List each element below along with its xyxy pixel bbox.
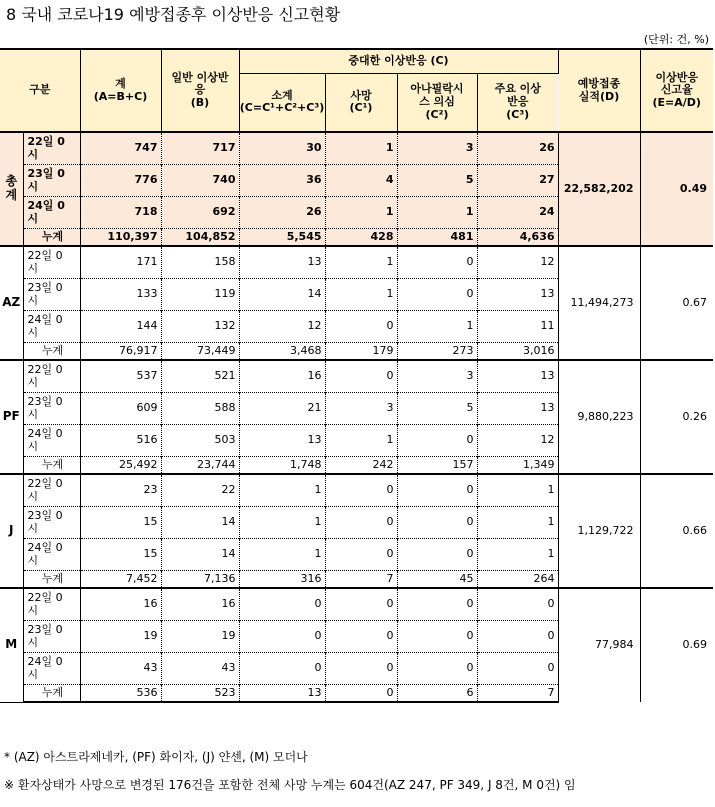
cell-value: 0	[325, 588, 397, 621]
header-category: 구분	[0, 49, 80, 132]
cell-value: 523	[161, 685, 239, 703]
cell-value: 717	[161, 132, 239, 165]
cell-value: 7,136	[161, 571, 239, 589]
row-label: 22일 0 시	[23, 360, 80, 393]
cell-value: 1	[325, 246, 397, 279]
footnote-vaccine-abbreviations: * (AZ) 아스트라제네카, (PF) 화이자, (J) 얀센, (M) 모더나	[4, 750, 308, 764]
cell-value: 747	[80, 132, 161, 165]
header-general: 일반 이상반 응 (B)	[161, 49, 239, 132]
cell-value: 588	[161, 393, 239, 425]
cell-value: 0	[239, 588, 325, 621]
cell-value: 1,349	[477, 457, 558, 475]
cell-value: 16	[161, 588, 239, 621]
row-label: 24일 0 시	[23, 311, 80, 343]
cell-value: 0	[397, 246, 477, 279]
cell-value: 3,468	[239, 343, 325, 361]
cell-value: 43	[80, 653, 161, 685]
table-row	[0, 474, 713, 507]
cell-value: 43	[161, 653, 239, 685]
cell-value: 104,852	[161, 229, 239, 247]
cell-value: 14	[161, 507, 239, 539]
row-label: 누계	[23, 229, 80, 247]
cell-value: 3,016	[477, 343, 558, 361]
cell-value: 0	[325, 539, 397, 571]
cell-value: 0	[397, 425, 477, 457]
cell-value: 171	[80, 246, 161, 279]
cell-value: 0	[239, 621, 325, 653]
cell-value: 25,492	[80, 457, 161, 475]
cell-value: 0	[397, 279, 477, 311]
cell-value: 3	[325, 393, 397, 425]
cell-value: 0	[397, 507, 477, 539]
header-total: 계 (A=B+C)	[80, 49, 161, 132]
unit-label: (단위: 건, %)	[643, 33, 709, 46]
page-title: 8 국내 코로나19 예방접종후 이상반응 신고현황	[6, 5, 341, 24]
header-rate: 이상반응 신고율 (E=A/D)	[640, 49, 713, 132]
cell-value: 26	[477, 132, 558, 165]
cell-value: 776	[80, 165, 161, 197]
cell-value: 19	[161, 621, 239, 653]
cell-value: 1	[397, 197, 477, 229]
cell-value: 119	[161, 279, 239, 311]
cell-value: 740	[161, 165, 239, 197]
header-death: 사망 (C¹)	[325, 73, 397, 132]
table-row	[0, 246, 713, 279]
cell-value: 14	[161, 539, 239, 571]
cell-value: 316	[239, 571, 325, 589]
cell-value: 12	[477, 425, 558, 457]
cell-value: 5,545	[239, 229, 325, 247]
cell-value: 0	[325, 360, 397, 393]
cell-value: 4,636	[477, 229, 558, 247]
cell-value: 7	[325, 571, 397, 589]
group-label: J	[0, 474, 23, 588]
cell-value: 36	[239, 165, 325, 197]
cell-value: 15	[80, 539, 161, 571]
cell-value: 13	[239, 425, 325, 457]
vaccinations-value: 9,880,223	[558, 360, 640, 474]
header-vaccinations: 예방접종 실적(D)	[558, 49, 640, 132]
report-table	[0, 48, 713, 703]
cell-value: 23	[80, 474, 161, 507]
cell-value: 16	[80, 588, 161, 621]
row-label: 22일 0 시	[23, 588, 80, 621]
cell-value: 27	[477, 165, 558, 197]
cell-value: 11	[477, 311, 558, 343]
cell-value: 22	[161, 474, 239, 507]
cell-value: 4	[325, 165, 397, 197]
footnote-death-total: ※ 환자상태가 사망으로 변경된 176건을 포함한 전체 사망 누계는 604건(AZ 247, PF 349, J 8건, M 0건) 임	[4, 778, 576, 792]
row-label: 누계	[23, 685, 80, 703]
header-major: 주요 이상 반응 (C³)	[477, 73, 558, 132]
cell-value: 1	[239, 507, 325, 539]
cell-value: 0	[325, 507, 397, 539]
vaccinations-value: 22,582,202	[558, 132, 640, 246]
cell-value: 3	[397, 360, 477, 393]
rate-value: 0.26	[640, 360, 713, 474]
vaccinations-value: 11,494,273	[558, 246, 640, 360]
cell-value: 19	[80, 621, 161, 653]
cell-value: 73,449	[161, 343, 239, 361]
row-label: 23일 0 시	[23, 621, 80, 653]
cell-value: 0	[239, 653, 325, 685]
rate-value: 0.67	[640, 246, 713, 360]
cell-value: 692	[161, 197, 239, 229]
row-label: 24일 0 시	[23, 425, 80, 457]
cell-value: 144	[80, 311, 161, 343]
cell-value: 12	[477, 246, 558, 279]
table-row	[0, 588, 713, 621]
row-label: 23일 0 시	[23, 165, 80, 197]
cell-value: 1,748	[239, 457, 325, 475]
cell-value: 76,917	[80, 343, 161, 361]
cell-value: 273	[397, 343, 477, 361]
vaccinations-value: 77,984	[558, 588, 640, 702]
cell-value: 13	[477, 279, 558, 311]
row-label: 24일 0 시	[23, 653, 80, 685]
cell-value: 481	[397, 229, 477, 247]
header-anaphylaxis: 아나필락시 스 의심 (C²)	[397, 73, 477, 132]
cell-value: 0	[477, 653, 558, 685]
cell-value: 521	[161, 360, 239, 393]
cell-value: 15	[80, 507, 161, 539]
cell-value: 1	[239, 539, 325, 571]
cell-value: 6	[397, 685, 477, 703]
cell-value: 428	[325, 229, 397, 247]
cell-value: 0	[397, 621, 477, 653]
cell-value: 536	[80, 685, 161, 703]
row-label: 22일 0 시	[23, 246, 80, 279]
cell-value: 26	[239, 197, 325, 229]
cell-value: 0	[397, 539, 477, 571]
cell-value: 242	[325, 457, 397, 475]
cell-value: 1	[325, 279, 397, 311]
cell-value: 1	[239, 474, 325, 507]
cell-value: 516	[80, 425, 161, 457]
row-label: 누계	[23, 571, 80, 589]
cell-value: 0	[325, 653, 397, 685]
cell-value: 1	[325, 132, 397, 165]
cell-value: 0	[397, 474, 477, 507]
cell-value: 1	[397, 311, 477, 343]
cell-value: 1	[325, 197, 397, 229]
cell-value: 158	[161, 246, 239, 279]
row-label: 24일 0 시	[23, 197, 80, 229]
cell-value: 7,452	[80, 571, 161, 589]
group-label: PF	[0, 360, 23, 474]
row-label: 24일 0 시	[23, 539, 80, 571]
cell-value: 16	[239, 360, 325, 393]
cell-value: 132	[161, 311, 239, 343]
cell-value: 1	[477, 539, 558, 571]
cell-value: 13	[239, 685, 325, 703]
cell-value: 1	[477, 474, 558, 507]
cell-value: 23,744	[161, 457, 239, 475]
cell-value: 1	[477, 507, 558, 539]
group-label: 총 계	[0, 132, 23, 246]
cell-value: 13	[477, 360, 558, 393]
cell-value: 264	[477, 571, 558, 589]
header-subtotal: 소계 (C=C¹+C²+C³)	[239, 73, 325, 132]
row-label: 22일 0 시	[23, 474, 80, 507]
cell-value: 5	[397, 165, 477, 197]
cell-value: 0	[325, 621, 397, 653]
cell-value: 609	[80, 393, 161, 425]
cell-value: 537	[80, 360, 161, 393]
cell-value: 0	[325, 311, 397, 343]
cell-value: 133	[80, 279, 161, 311]
table-row	[0, 132, 713, 165]
rate-value: 0.66	[640, 474, 713, 588]
cell-value: 13	[239, 246, 325, 279]
cell-value: 30	[239, 132, 325, 165]
cell-value: 0	[397, 588, 477, 621]
cell-value: 14	[239, 279, 325, 311]
row-label: 누계	[23, 457, 80, 475]
table-row	[0, 360, 713, 393]
cell-value: 718	[80, 197, 161, 229]
cell-value: 7	[477, 685, 558, 703]
cell-value: 0	[477, 621, 558, 653]
cell-value: 0	[325, 685, 397, 703]
rate-value: 0.69	[640, 588, 713, 702]
cell-value: 13	[477, 393, 558, 425]
row-label: 23일 0 시	[23, 279, 80, 311]
cell-value: 503	[161, 425, 239, 457]
cell-value: 45	[397, 571, 477, 589]
cell-value: 157	[397, 457, 477, 475]
row-label: 22일 0 시	[23, 132, 80, 165]
row-label: 누계	[23, 343, 80, 361]
cell-value: 110,397	[80, 229, 161, 247]
group-label: AZ	[0, 246, 23, 360]
row-label: 23일 0 시	[23, 393, 80, 425]
vaccinations-value: 1,129,722	[558, 474, 640, 588]
cell-value: 0	[325, 474, 397, 507]
rate-value: 0.49	[640, 132, 713, 246]
cell-value: 21	[239, 393, 325, 425]
header-serious: 중대한 이상반응 (C)	[239, 49, 558, 73]
cell-value: 5	[397, 393, 477, 425]
cell-value: 0	[397, 653, 477, 685]
row-label: 23일 0 시	[23, 507, 80, 539]
cell-value: 179	[325, 343, 397, 361]
cell-value: 1	[325, 425, 397, 457]
cell-value: 24	[477, 197, 558, 229]
cell-value: 12	[239, 311, 325, 343]
cell-value: 0	[477, 588, 558, 621]
group-label: M	[0, 588, 23, 702]
cell-value: 3	[397, 132, 477, 165]
